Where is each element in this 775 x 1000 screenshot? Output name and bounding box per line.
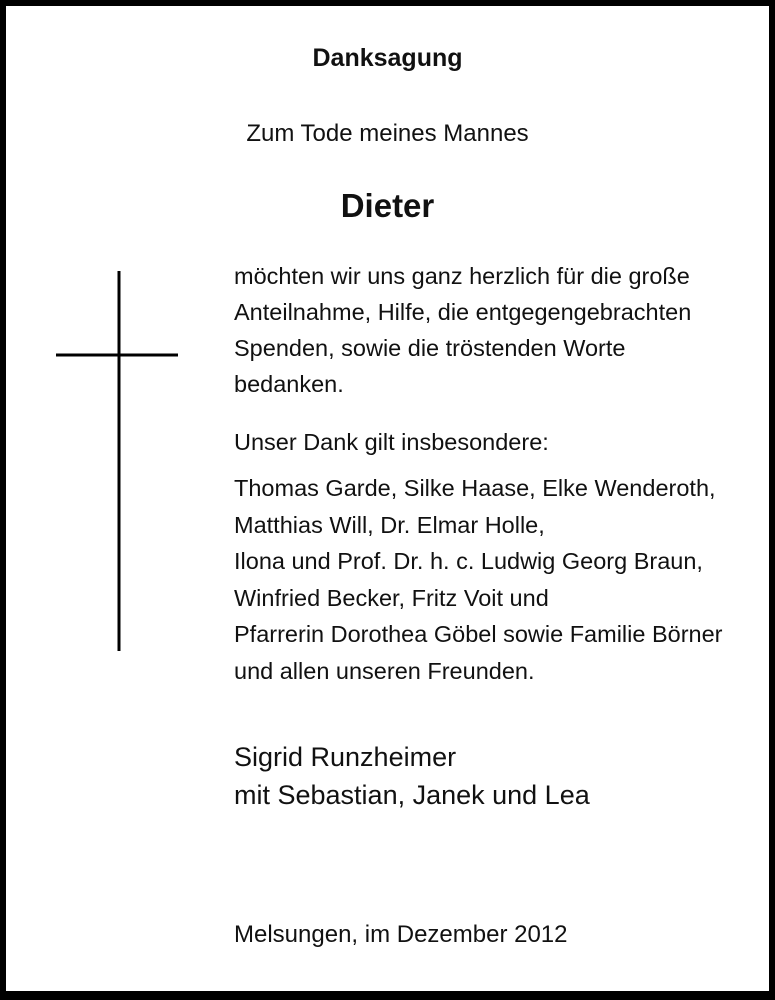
thanks-line: Matthias Will, Dr. Elmar Holle, <box>234 511 545 538</box>
notice-subtitle: Zum Tode meines Mannes <box>246 120 529 147</box>
body-line: Spenden, sowie die tröstenden Worte <box>234 335 626 361</box>
body-line: möchten wir uns ganz herzlich für die große <box>234 263 690 289</box>
thanks-lead: Unser Dank gilt insbesondere: <box>234 429 549 455</box>
thanks-line: Ilona und Prof. Dr. h. c. Ludwig Georg Braun, <box>234 548 703 574</box>
notice-heading: Danksagung <box>312 44 463 72</box>
thanks-line: und allen unseren Freunden. <box>234 657 535 684</box>
place-date: Melsungen, im Dezember 2012 <box>234 921 568 948</box>
thanks-body <box>234 258 754 402</box>
deceased-name: Dieter <box>340 187 435 224</box>
signature <box>234 738 590 814</box>
body-line: bedanken. <box>234 371 344 397</box>
thanks-line: Winfried Becker, Fritz Voit und <box>234 584 549 611</box>
body-line: Anteilnahme, Hilfe, die entgegengebrachten <box>234 299 692 325</box>
signature-line: mit Sebastian, Janek und Lea <box>234 780 590 810</box>
thanks-line: Pfarrerin Dorothea Göbel sowie Familie Börner <box>234 621 723 647</box>
thanks-line: Thomas Garde, Silke Haase, Elke Wenderoth, <box>234 475 716 501</box>
thanks-names-list <box>234 470 764 689</box>
signature-line: Sigrid Runzheimer <box>234 742 457 772</box>
